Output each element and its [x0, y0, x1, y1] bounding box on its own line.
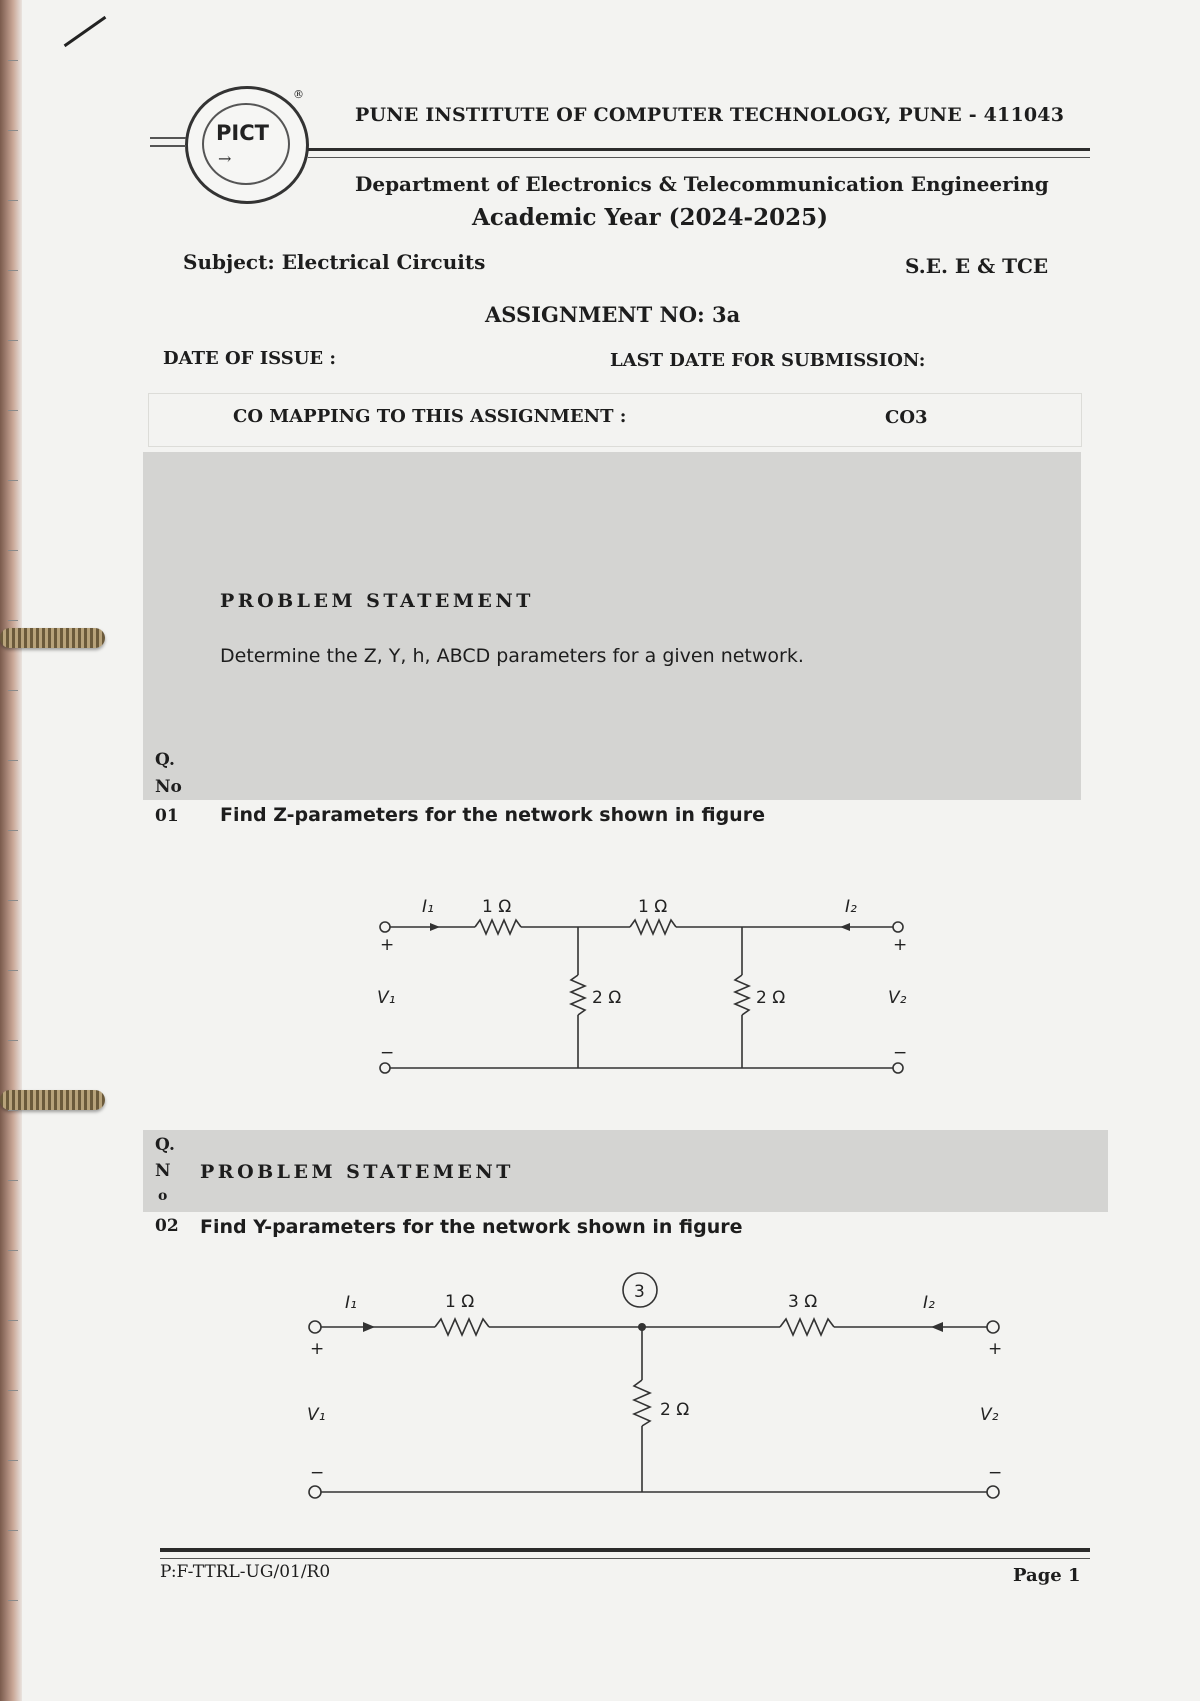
- header-rule: [308, 148, 1090, 158]
- q2-i2-label: I₂: [923, 1293, 935, 1313]
- current-arrow-icon: [931, 1322, 943, 1332]
- q1-label-q: Q.: [155, 750, 175, 770]
- q1-minus-left: −: [380, 1043, 395, 1063]
- q2-label-o: o: [158, 1188, 168, 1204]
- registered-mark: ®: [293, 88, 304, 101]
- q2-plus-right: +: [988, 1339, 1003, 1359]
- q1-r-shunt-1: 2 Ω: [592, 988, 622, 1008]
- q1-v1-label: V₁: [377, 988, 396, 1008]
- q2-r-shunt: 2 Ω: [660, 1400, 690, 1420]
- problem-statement-box: [143, 452, 1081, 800]
- footer-rule: [160, 1548, 1090, 1559]
- q1-number: 01: [155, 806, 179, 826]
- margin-ticks: [8, 60, 20, 1660]
- assignment-title: ASSIGNMENT NO: 3a: [485, 302, 741, 327]
- institute-name: PUNE INSTITUTE OF COMPUTER TECHNOLOGY, PUNE - 411043: [355, 104, 1065, 126]
- problem-statement-text: Determine the Z, Y, h, ABCD parameters for a given network.: [220, 645, 804, 667]
- subject: Subject: Electrical Circuits: [183, 250, 486, 274]
- current-arrow-icon: [363, 1322, 375, 1332]
- form-code: P:F-TTRL-UG/01/R0: [160, 1562, 331, 1582]
- q2-minus-left: −: [310, 1463, 325, 1483]
- q1-circuit-diagram: [360, 880, 920, 1100]
- q2-label-n: N: [155, 1161, 171, 1181]
- last-date-submission: LAST DATE FOR SUBMISSION:: [610, 350, 926, 371]
- q1-r-shunt-2: 2 Ω: [756, 988, 786, 1008]
- q1-i1-label: I₁: [422, 897, 434, 917]
- q2-number: 02: [155, 1216, 179, 1236]
- logo-text: PICT: [216, 121, 269, 145]
- q1-i2-label: I₂: [845, 897, 857, 917]
- q2-v1-label: V₁: [307, 1405, 326, 1425]
- q2-minus-right: −: [988, 1463, 1003, 1483]
- problem-statement-heading: PROBLEM STATEMENT: [220, 590, 534, 612]
- page-number: Page 1: [1013, 1565, 1081, 1586]
- academic-year: Academic Year (2024-2025): [472, 204, 828, 231]
- q1-r-series-1: 1 Ω: [482, 897, 512, 917]
- q2-v2-label: V₂: [980, 1405, 999, 1425]
- q2-circuit-diagram: [295, 1270, 1015, 1510]
- department-name: Department of Electronics & Telecommunication Engineering: [355, 172, 1049, 196]
- q2-node-label: 3: [634, 1282, 645, 1302]
- q1-minus-right: −: [893, 1043, 908, 1063]
- header-rule-left: [150, 137, 186, 147]
- date-of-issue: DATE OF ISSUE :: [163, 348, 337, 369]
- q2-text: Find Y-parameters for the network shown in figure: [200, 1216, 743, 1238]
- q1-v2-label: V₂: [888, 988, 907, 1008]
- class-name: S.E. E & TCE: [905, 254, 1049, 278]
- q1-text: Find Z-parameters for the network shown in figure: [220, 804, 765, 826]
- q1-plus-right: +: [893, 935, 908, 955]
- q1-r-series-2: 1 Ω: [638, 897, 668, 917]
- q2-plus-left: +: [310, 1339, 325, 1359]
- q2-label-q: Q.: [155, 1135, 175, 1155]
- node-dot: [638, 1323, 646, 1331]
- co-mapping-value: CO3: [885, 407, 928, 428]
- current-arrow-icon: [840, 923, 850, 931]
- q2-r-right: 3 Ω: [788, 1292, 818, 1312]
- current-arrow-icon: [430, 923, 440, 931]
- q2-r-left: 1 Ω: [445, 1292, 475, 1312]
- q1-plus-left: +: [380, 935, 395, 955]
- q1-label-no: No: [155, 777, 182, 797]
- institute-logo: [185, 86, 309, 204]
- lightning-icon: →: [218, 149, 232, 168]
- q2-i1-label: I₁: [345, 1293, 357, 1313]
- q2-problem-statement-heading: PROBLEM STATEMENT: [200, 1161, 514, 1183]
- co-mapping-label: CO MAPPING TO THIS ASSIGNMENT :: [233, 406, 627, 427]
